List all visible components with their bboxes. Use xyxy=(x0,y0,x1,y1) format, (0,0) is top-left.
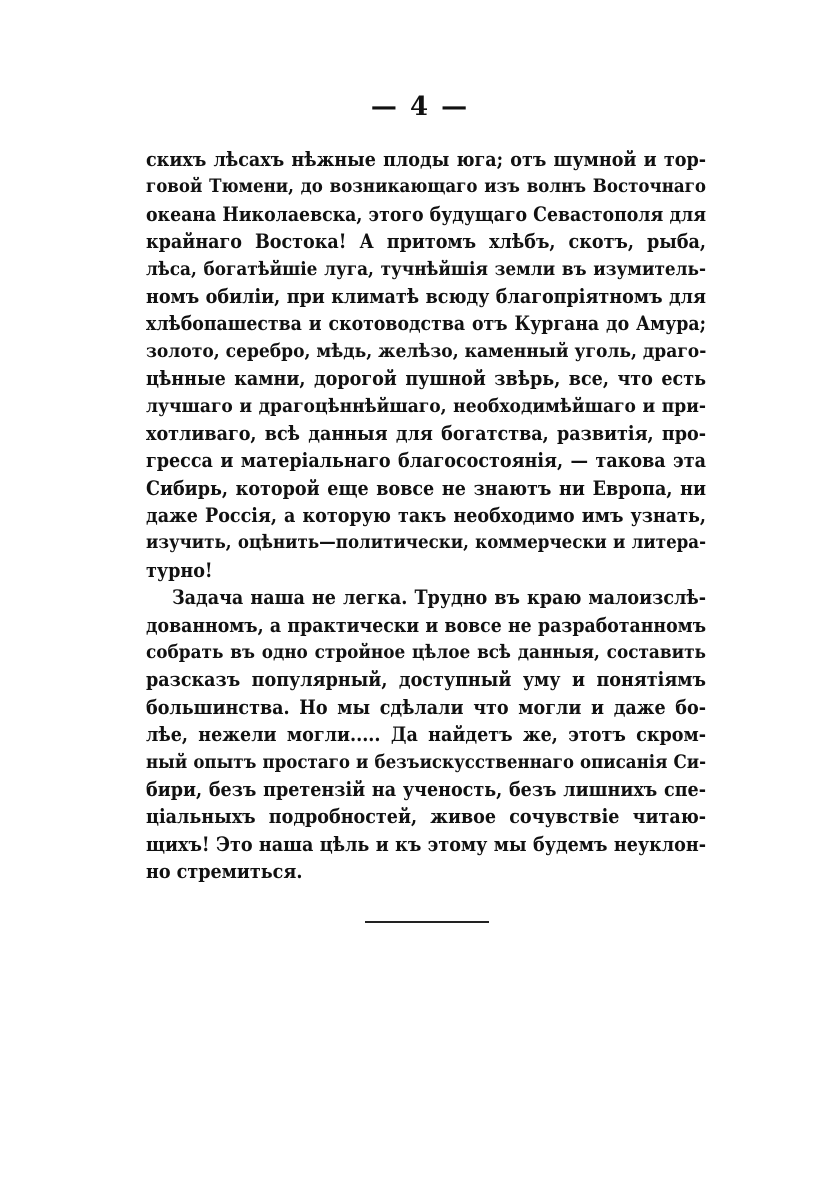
text-line: но стремиться. xyxy=(146,860,303,884)
text-line: золото, серебро, мѣдь, желѣзо, каменный уголь, драго- xyxy=(146,339,707,362)
text-line: говой Тюмени, до возникающаго изъ волнъ Восточнаго xyxy=(146,176,706,198)
text-line: океана Николаевска, этого будущаго Севастополя для xyxy=(146,202,706,226)
text-line: Задача наша не легка. Трудно въ краю малоизслѣ- xyxy=(172,586,706,610)
text-line: даже Россія, а которую такъ необходимо имъ узнать, xyxy=(146,504,706,528)
text-line: лучшаго и драгоцѣннѣйшаго, необходимѣйшаго и при- xyxy=(146,394,706,417)
section-divider xyxy=(365,921,489,923)
text-line: большинства. Но мы сдѣлали что могли и даже бо- xyxy=(146,695,706,719)
text-line: хлѣбопашества и скотоводства отъ Кургана до Амура; xyxy=(146,312,706,336)
text-line: собрать въ одно стройное цѣлое всѣ данныя, составить xyxy=(146,641,706,664)
text-line: ціальныхъ подробностей, живое сочувствіе читаю- xyxy=(146,805,706,829)
text-line: номъ обиліи, при климатѣ всюду благопріятномъ для xyxy=(146,284,706,308)
text-line: турно! xyxy=(146,558,213,582)
text-line: бири, безъ претензій на ученость, безъ лишнихъ спе- xyxy=(146,777,706,801)
text-line: лѣе, нежели могли..... Да найдетъ же, этотъ скром- xyxy=(146,723,706,747)
text-line: изучить, оцѣнить—политически, коммерчески и литера- xyxy=(146,532,706,554)
paragraph-2 xyxy=(146,584,706,885)
paragraph-1 xyxy=(146,146,706,584)
text-line: разсказъ популярный, доступный уму и понятіямъ xyxy=(146,668,706,692)
text-line: цѣнные камни, дорогой пушной звѣрь, все, что есть xyxy=(146,367,706,391)
page-number: — 4 — xyxy=(370,92,470,122)
text-line: крайнаго Востока! А притомъ хлѣбъ, скотъ, рыба, xyxy=(146,230,706,254)
text-line: ный опытъ простаго и безъискусственнаго описанія Си- xyxy=(146,751,706,773)
body-text xyxy=(146,146,706,886)
text-line: щихъ! Это наша цѣль и къ этому мы будемъ неуклон- xyxy=(146,832,706,856)
text-line: хотливаго, всѣ данныя для богатства, развитія, про- xyxy=(146,421,706,445)
text-line: дованномъ, а практически и вовсе не разработанномъ xyxy=(146,613,706,637)
text-line: скихъ лѣсахъ нѣжные плоды юга; отъ шумной и тор- xyxy=(146,148,706,171)
text-line: Сибирь, которой еще вовсе не знаютъ ни Европа, ни xyxy=(146,476,706,500)
text-line: лѣса, богатѣйшіе луга, тучнѣйшія земли въ изумитель- xyxy=(146,257,706,280)
text-line: гресса и матеріальнаго благосостоянія, — такова эта xyxy=(146,449,706,473)
